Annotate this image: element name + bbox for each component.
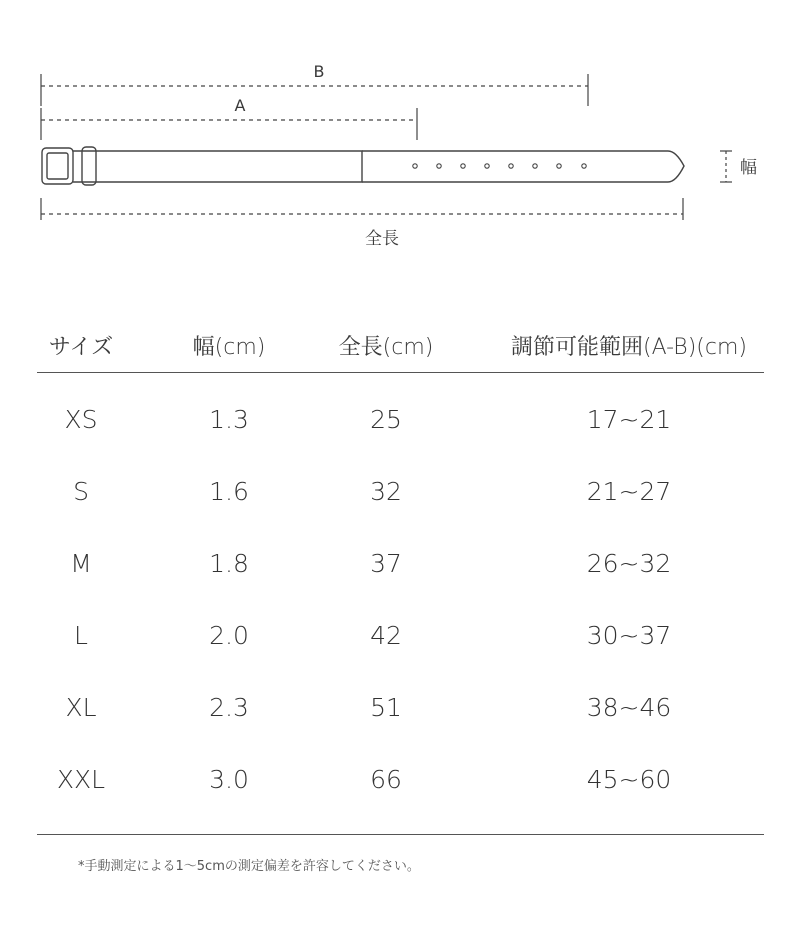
dimension-width bbox=[720, 151, 732, 182]
header-width: 幅(cm) bbox=[192, 335, 266, 360]
header-size: サイズ bbox=[48, 335, 114, 360]
label-total: 全長 bbox=[365, 229, 399, 249]
cell-total-length: 32 bbox=[370, 477, 402, 506]
cell-total-length: 37 bbox=[370, 549, 402, 578]
measurement-note: *手動測定による1〜5cmの測定偏差を許容してください。 bbox=[78, 859, 420, 874]
header-adjust-range: 調節可能範囲(A-B)(cm) bbox=[511, 335, 747, 360]
dimension-total bbox=[41, 198, 683, 220]
cell-size: L bbox=[74, 621, 88, 650]
belt-keeper bbox=[82, 147, 96, 185]
cell-size: M bbox=[70, 549, 92, 578]
cell-size: XXL bbox=[56, 765, 106, 794]
cell-width: 1.3 bbox=[209, 405, 249, 434]
belt-diagram bbox=[0, 0, 800, 270]
cell-width: 3.0 bbox=[209, 765, 249, 794]
cell-total-length: 42 bbox=[370, 621, 402, 650]
table-row bbox=[37, 455, 764, 527]
cell-size: XS bbox=[64, 405, 98, 434]
cell-width: 2.0 bbox=[209, 621, 249, 650]
cell-total-length: 51 bbox=[370, 693, 402, 722]
cell-total-length: 66 bbox=[370, 765, 402, 794]
label-a: A bbox=[234, 96, 246, 115]
cell-adjust-range: 21~27 bbox=[586, 477, 672, 506]
label-b: B bbox=[313, 62, 325, 81]
table-row bbox=[37, 743, 764, 815]
cell-size: S bbox=[73, 477, 89, 506]
header-total-length: 全長(cm) bbox=[338, 335, 434, 360]
label-width: 幅 bbox=[740, 158, 757, 178]
belt-holes bbox=[413, 164, 586, 168]
size-table bbox=[37, 330, 764, 835]
dimension-a bbox=[41, 108, 417, 140]
cell-width: 1.6 bbox=[209, 477, 249, 506]
cell-adjust-range: 17~21 bbox=[586, 405, 672, 434]
cell-total-length: 25 bbox=[370, 405, 402, 434]
table-header bbox=[37, 330, 764, 373]
table-row bbox=[37, 383, 764, 455]
cell-adjust-range: 45~60 bbox=[586, 765, 672, 794]
cell-width: 2.3 bbox=[209, 693, 249, 722]
table-body bbox=[37, 373, 764, 835]
belt-shape bbox=[42, 147, 684, 185]
cell-size: XL bbox=[65, 693, 97, 722]
cell-width: 1.8 bbox=[209, 549, 249, 578]
table-row bbox=[37, 527, 764, 599]
table-row bbox=[37, 599, 764, 671]
table-row bbox=[37, 671, 764, 743]
cell-adjust-range: 30~37 bbox=[586, 621, 672, 650]
cell-adjust-range: 26~32 bbox=[586, 549, 672, 578]
cell-adjust-range: 38~46 bbox=[586, 693, 672, 722]
